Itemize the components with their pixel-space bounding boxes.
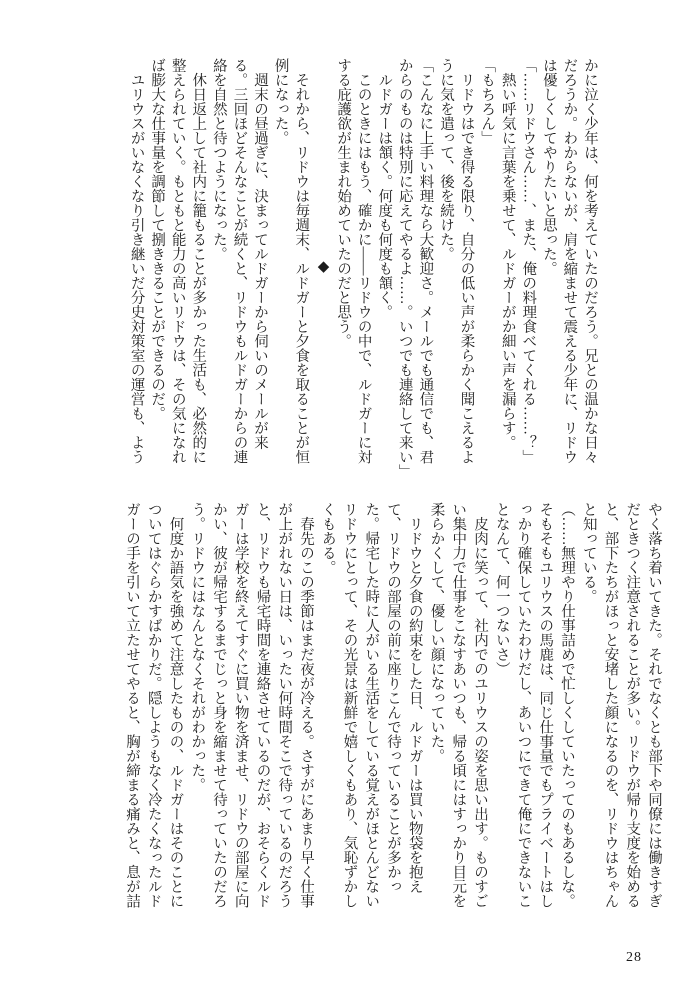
- paragraph: ルドガーは頷く。何度も何度も頷く。: [376, 58, 393, 319]
- paragraph: リドウはでき得る限り、自分の低い声が柔らかく聞こえるように気を遣って、後を続けた。: [437, 58, 475, 464]
- paragraph: 皮肉に笑って、社内でのユリウスの姿を思い出す。ものすごい集中力で仕事をこなすあいつも、帰る頃にはすっかり目元を柔らかくして、優しい顔になっていた。: [428, 502, 488, 908]
- paragraph: リドウと夕食の約束をした日、ルドガーは買い物袋を抱えて、リドウの部屋の前に座りこんで待っていることが多かった。帰宅した時に人がいる生活をしている覚えがほとんどないリドウにとって、その光景は新鮮で嬉しくもあり、気恥ずかしくもある。: [319, 502, 423, 908]
- paragraph: やく落ち着いてきた。それでなくとも部下や同僚には働きすぎだときつく注意されることが多い。リドウが帰り支度を始めると、部下たちがほっと安堵した顔になるのを、リドウはちゃんと知っている。: [580, 502, 662, 908]
- paragraph: （……無理やり仕事詰めで忙しくしていたってのもあるしな。そもそもユリウスの馬鹿は、同じ仕事量でもプライベートはしっかり確保していたわけだし、あいつにできて俺にできないことなんて、何一つないさ）: [493, 502, 575, 908]
- text-tier-lower: [120, 502, 664, 918]
- paragraph: 休日返上して社内に籠もることが多かった生活も、必然的に整えられていく。もともと能力の高いリドウは、その気になれば膨大な仕事量を調節して捌ききることができるのだ。: [149, 58, 207, 464]
- paragraph: 「こんなに上手い料理なら大歓迎さ。メールでも通信でも、君からのものは特別に応えてやるよ……。いつでも連絡して来い」: [396, 58, 434, 479]
- paragraph: 週末の昼過ぎに、決まってルドガーから伺いのメールが来る。三回ほどそんなことが続くと、リドウもルドガーからの連絡を自然と待つようになった。: [210, 58, 269, 464]
- text-tier-upper: [126, 58, 600, 479]
- scene-separator: ◆: [314, 257, 331, 275]
- page-number: 28: [626, 950, 642, 965]
- paragraph: 何度か語気を強めて注意したものの、ルドガーはそのことについてはぐらかすばかりだ。隠しようもなく冷たくなったルドガーの手を引いて立たせてやると、胸が締まる痛みと、息が詰: [124, 502, 184, 908]
- paragraph: ユリウスがいなくなり引き継いだ分史対策室の運営も、よう: [128, 58, 145, 464]
- paragraph: 「……リドウさん……、また、俺の料理食べてくれる……？」: [520, 58, 537, 464]
- paragraph: 春先のこの季節はまだ夜が冷える。さすがにあまり早く仕事が上がれない日は、いったい何時間そこで待っているのだろうと、リドウも帰宅時間を連絡させているのだが、おそらくルドガーは学校を終えてすぐに買い物を済ませ、リドウの部屋に向かい、彼が帰宅するまでじっと身を縮ませて待っていたのだろう。リドウにはなんとなくそれがわかった。: [189, 502, 314, 908]
- paragraph: このときにはもう、確かに——リドウの中で、ルドガーに対する庇護欲が生まれ始めていたのだと思う。: [335, 58, 372, 464]
- paragraph: 「もちろん」: [479, 58, 496, 145]
- paragraph: それから、リドウは毎週末、ルドガーと夕食を取ることが恒例になった。: [272, 58, 310, 464]
- paragraph: 熱い呼気に言葉を乗せて、ルドガーがか細い声を漏らす。: [499, 58, 516, 450]
- paragraph: かに泣く少年は、何を考えていたのだろう。兄との温かな日々だろうか。わからないが、肩を縮ませて震える少年に、リドウは優しくしてやりたいと思った。: [540, 58, 598, 464]
